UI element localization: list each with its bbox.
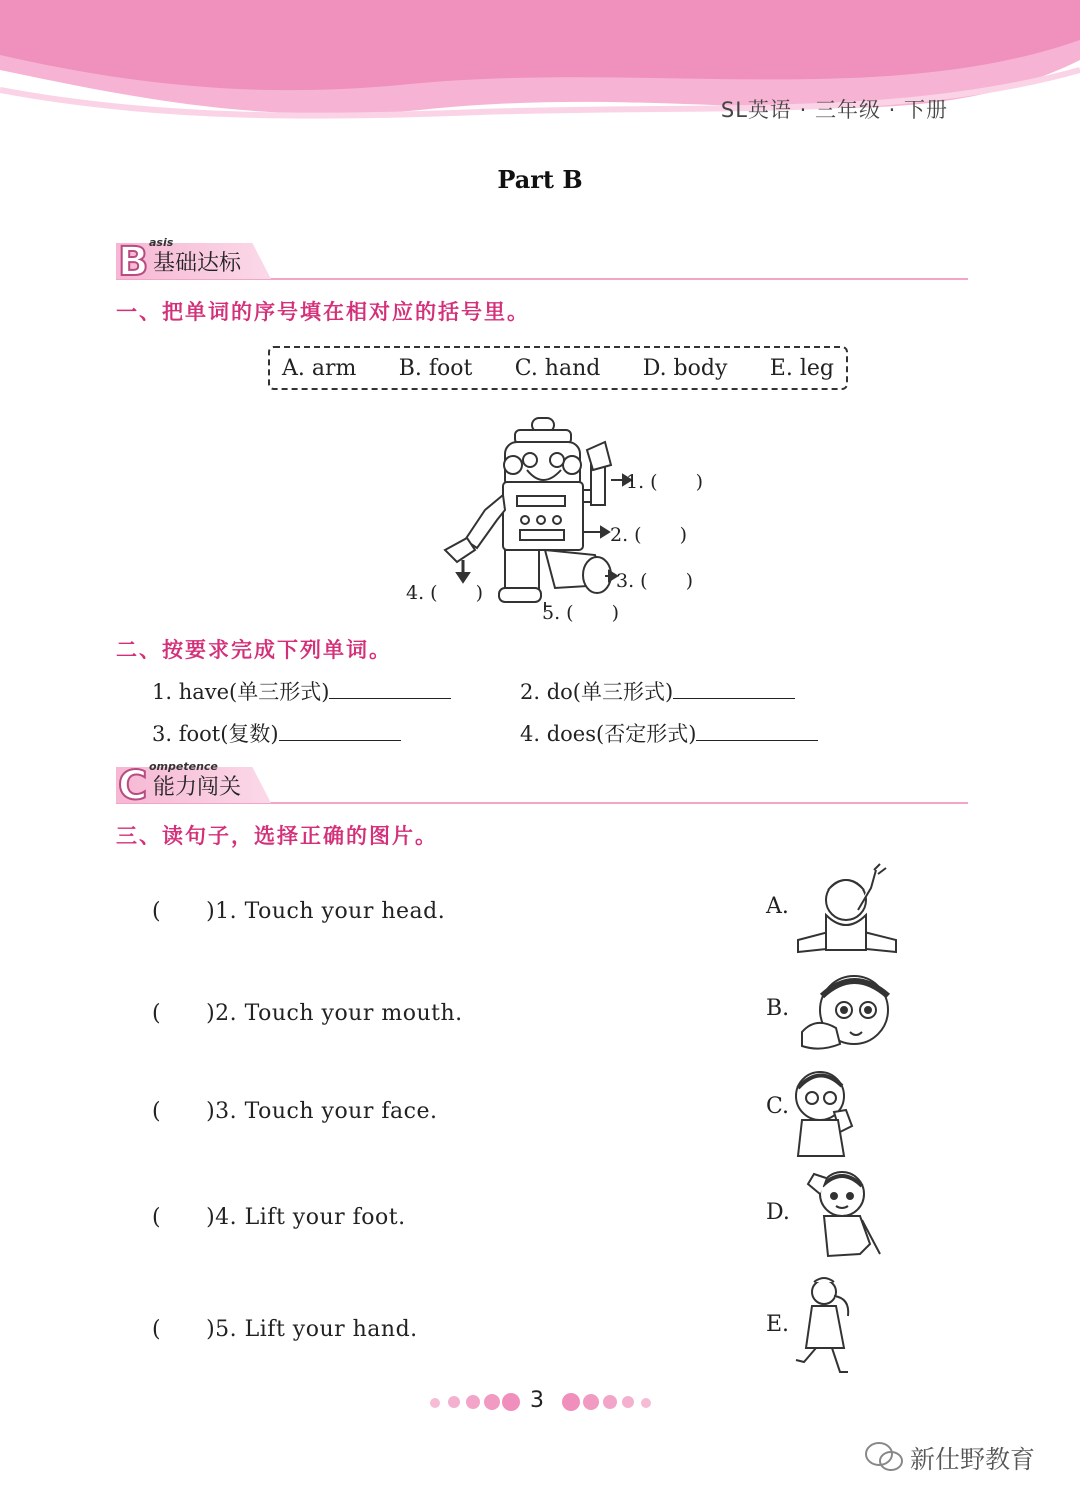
watermark: 新仕野教育 [910,1445,1036,1474]
sentence-row: ( )4. Lift your foot. [152,1205,406,1230]
picture-b-girl-touching-mouth [796,966,902,1056]
option-letter: C. [766,1094,790,1119]
robot-label-2: 2. ( ) [610,524,687,546]
section-banner-basis [116,236,968,286]
fill-item-text: 4. does(否定形式) [520,722,697,746]
word-option: E. leg [769,355,834,381]
q3-instruction: 三、读句子，选择正确的图片。 [116,824,438,848]
option-letter: D. [766,1200,790,1225]
wechat-icon [864,1440,904,1474]
answer-line[interactable] [279,720,401,741]
option-letter: B. [766,996,790,1021]
option-letter: E. [766,1312,790,1337]
answer-line[interactable] [673,678,795,699]
sentence-row: ( )1. Touch your head. [152,899,446,924]
banner-small-word: ompetence [149,760,218,773]
option-letter: A. [766,894,789,919]
word-option: B. foot [398,355,473,381]
answer-line[interactable] [696,720,818,741]
sentence-row: ( )2. Touch your mouth. [152,1001,463,1026]
banner-title: 能力闯关 [153,775,242,800]
q2-instruction: 二、按要求完成下列单词。 [116,638,392,662]
sentence-row: ( )3. Touch your face. [152,1099,438,1124]
robot-label-5: 5. ( ) [542,602,619,624]
banner-letter: B [118,239,149,285]
fill-item [520,718,818,748]
robot-label-4: 4. ( ) [406,582,483,604]
fill-item-text: 1. have(单三形式) [152,680,330,704]
book-label: SL英语 · 三年级 · 下册 [720,98,948,122]
answer-line[interactable] [329,678,451,699]
fill-item [152,676,451,706]
section-banner-competence [116,760,968,810]
banner-small-word: asis [149,236,174,249]
q1-instruction: 一、把单词的序号填在相对应的括号里。 [116,300,530,324]
sentence-row: ( )5. Lift your hand. [152,1317,418,1342]
fill-item [520,676,795,706]
picture-a-student-raising-hand [796,860,902,956]
fill-item [152,718,401,748]
fill-item-text: 2. do(单三形式) [520,680,674,704]
banner-title: 基础达标 [153,251,242,276]
banner-letter: C [118,763,148,809]
word-option: C. hand [514,355,601,381]
page-number: 3 [530,1388,544,1413]
robot-label-3: 3. ( ) [616,570,693,592]
picture-e-girl-lifting-foot [794,1276,862,1374]
picture-d-boy-touching-head [800,1164,884,1260]
word-option: A. arm [282,355,357,381]
part-title: Part B [497,165,583,194]
word-box [268,346,848,390]
word-option: D. body [642,355,728,381]
robot-label-1: 1. ( ) [626,471,703,493]
fill-item-text: 3. foot(复数) [152,722,279,746]
picture-c-boy-touching-face [790,1062,862,1158]
